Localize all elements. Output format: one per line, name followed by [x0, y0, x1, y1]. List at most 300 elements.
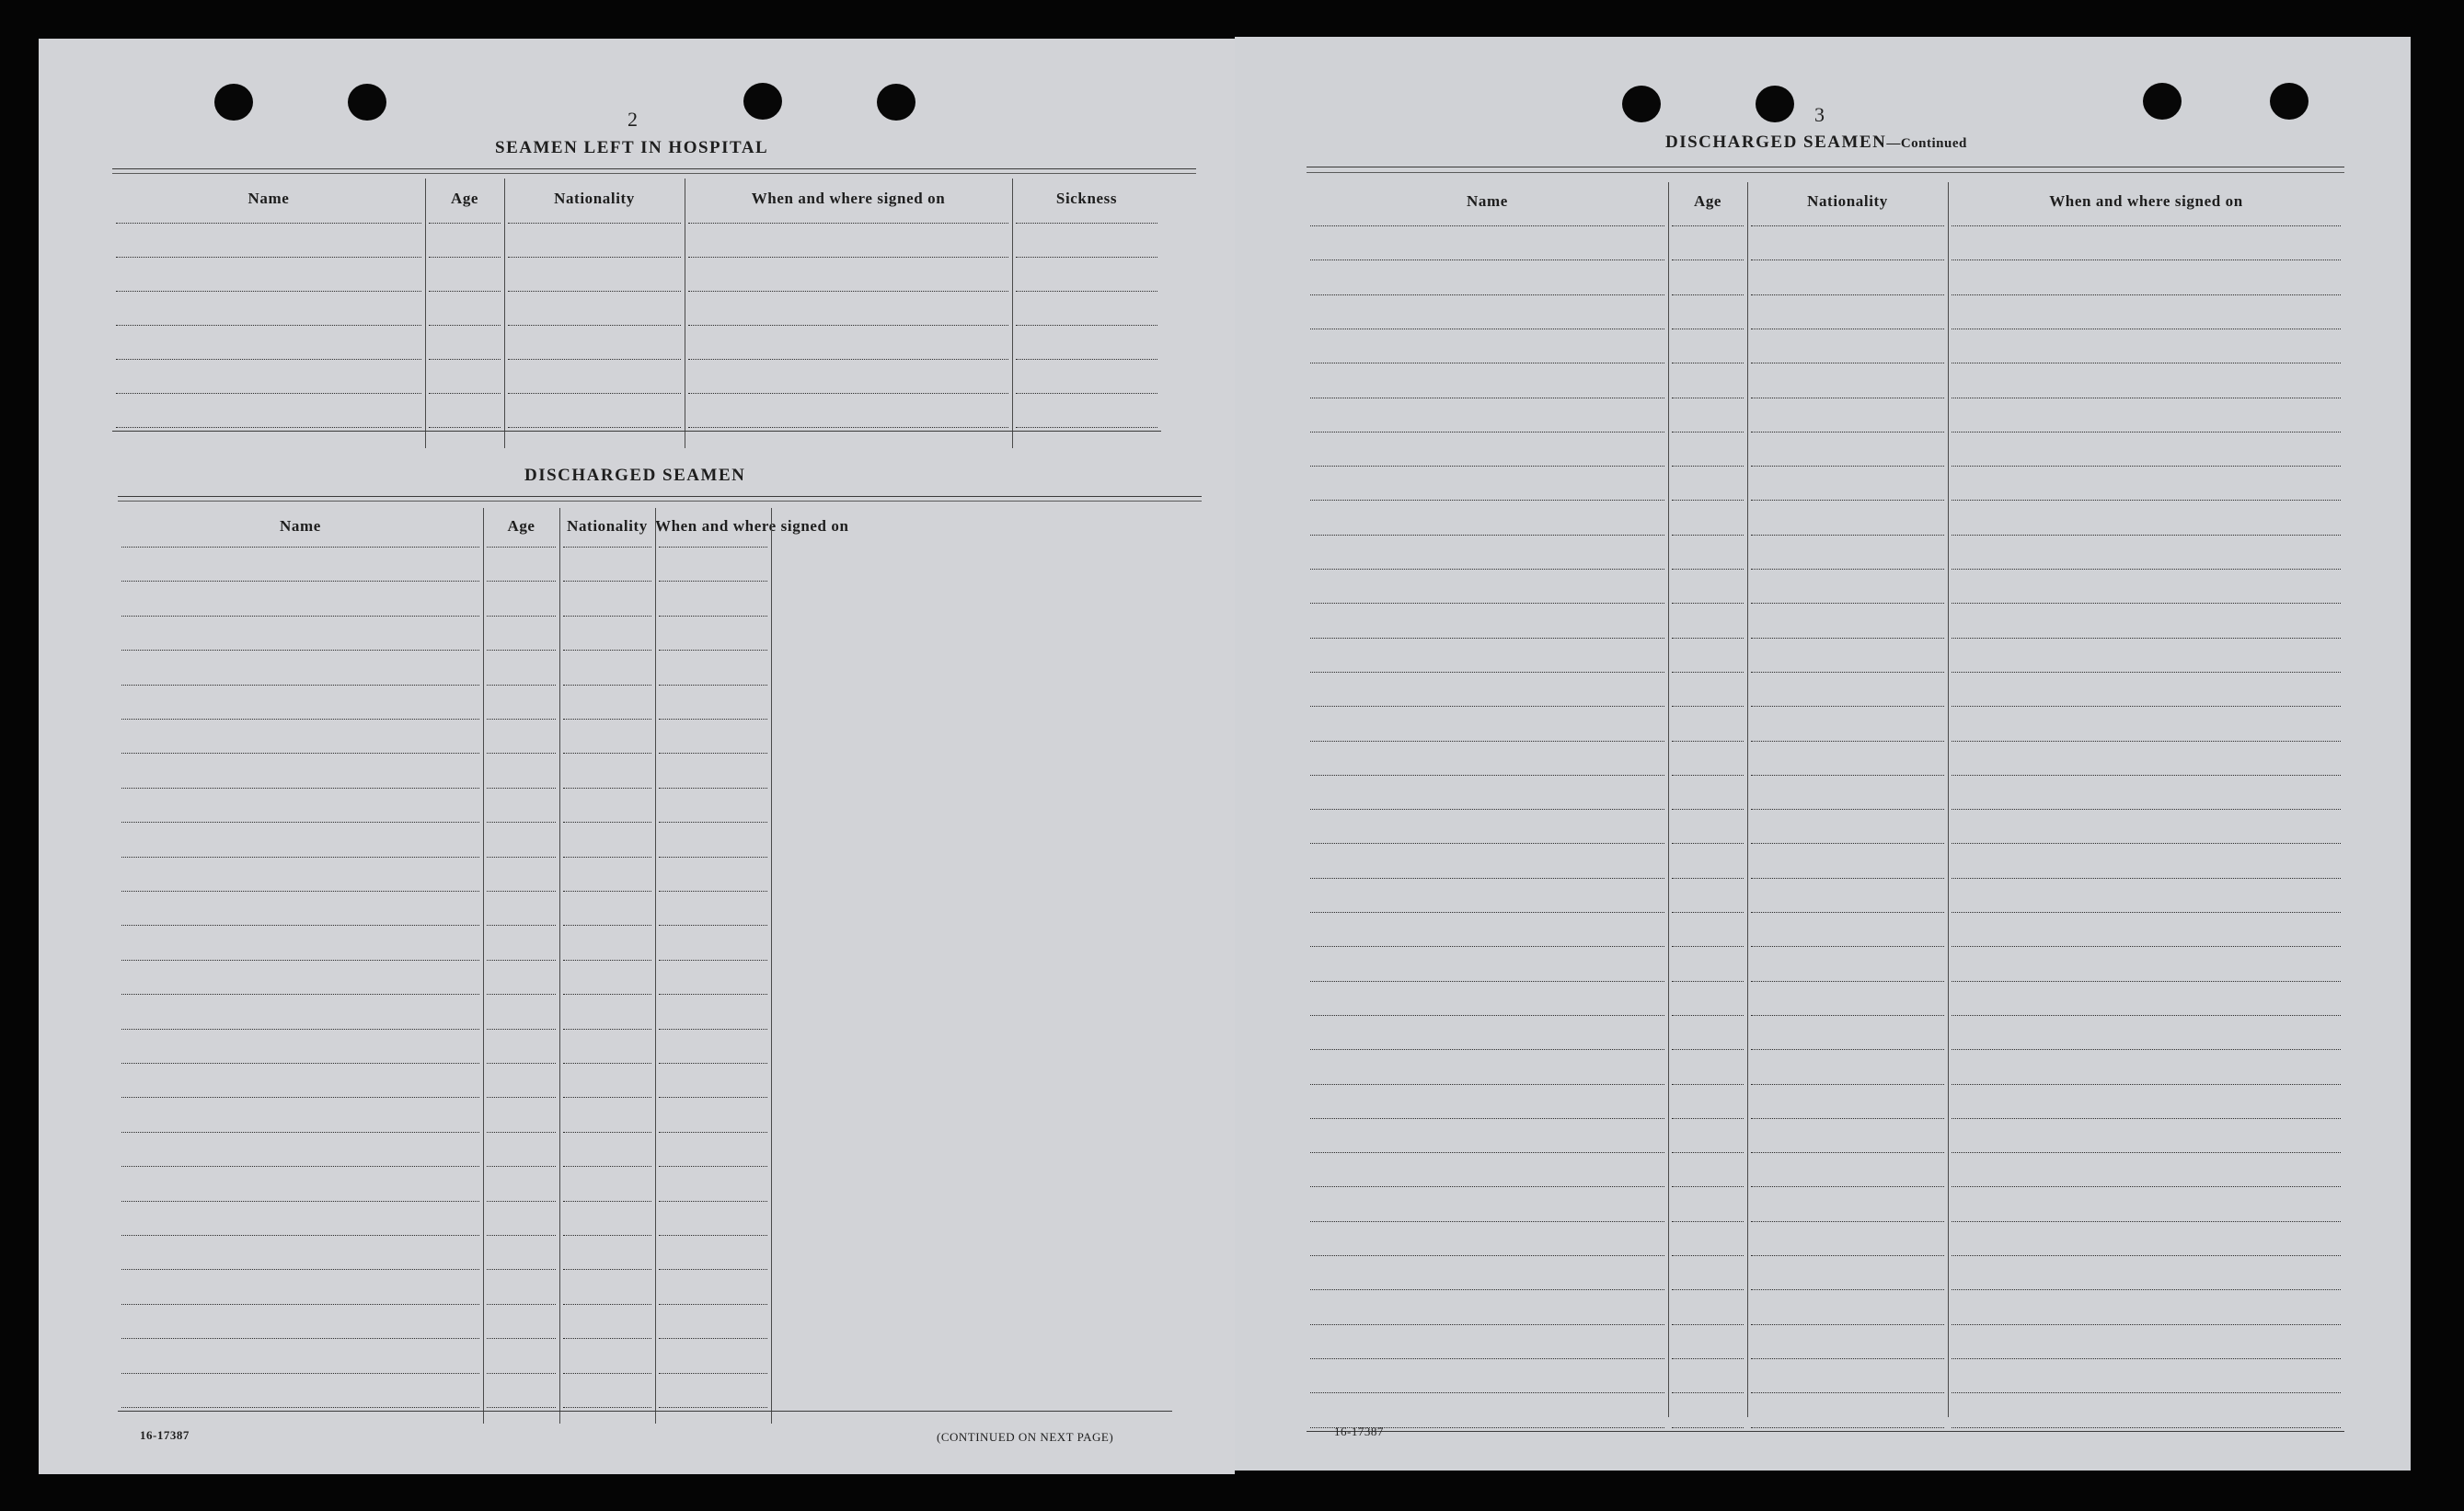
table-cell-entry[interactable] [1672, 674, 1744, 704]
form-row-line [121, 1132, 479, 1133]
table-cell-entry[interactable] [563, 1099, 651, 1129]
table-cell-entry[interactable] [1672, 708, 1744, 738]
table-cell-entry[interactable] [1672, 1257, 1744, 1287]
table-cell-entry[interactable] [487, 652, 556, 682]
table-cell-entry[interactable] [659, 1271, 767, 1301]
table-cell-entry[interactable] [1952, 296, 2341, 327]
table-cell-entry[interactable] [1672, 1086, 1744, 1116]
table-cell-entry[interactable] [1672, 536, 1744, 567]
table-cell-entry[interactable] [1751, 708, 1944, 738]
table-cell-entry[interactable] [1310, 399, 1664, 430]
table-cell-entry[interactable] [563, 893, 651, 923]
table-cell-entry[interactable] [1751, 536, 1944, 567]
table-cell-entry[interactable] [659, 1031, 767, 1061]
table-cell-entry[interactable] [1751, 948, 1944, 978]
table-cell-entry[interactable] [1751, 261, 1944, 292]
table-cell-entry[interactable] [1952, 845, 2341, 875]
table-cell-entry[interactable] [1672, 1360, 1744, 1390]
table-cell-entry[interactable] [1672, 1154, 1744, 1184]
table-cell-entry[interactable] [116, 361, 421, 391]
table-cell-entry[interactable] [1952, 1086, 2341, 1116]
table-cell-entry[interactable] [121, 1099, 479, 1129]
table-cell-entry[interactable] [1751, 777, 1944, 807]
form-row-line [1672, 1186, 1744, 1187]
table-cell-entry[interactable] [563, 617, 651, 648]
form-row-line [1672, 741, 1744, 742]
column-divider [1948, 182, 1949, 1417]
table-cell-entry[interactable] [1952, 983, 2341, 1013]
table-cell-entry[interactable] [121, 721, 479, 751]
table-cell-entry[interactable] [1672, 467, 1744, 498]
table-cell-entry[interactable] [1672, 743, 1744, 773]
table-cell-entry[interactable] [659, 1375, 767, 1405]
table-cell-entry[interactable] [1952, 1017, 2341, 1047]
table-cell-entry[interactable] [1751, 811, 1944, 841]
table-cell-entry[interactable] [487, 1203, 556, 1233]
table-cell-entry[interactable] [1672, 948, 1744, 978]
form-row-line [659, 994, 767, 995]
table-cell-entry[interactable] [659, 1168, 767, 1198]
form-row-line [659, 1166, 767, 1167]
table-cell-entry[interactable] [688, 327, 1008, 357]
table-cell-entry[interactable] [659, 996, 767, 1026]
table-cell-entry[interactable] [1672, 983, 1744, 1013]
table-cell-entry[interactable] [563, 755, 651, 785]
table-cell-entry[interactable] [1751, 467, 1944, 498]
table-cell-entry[interactable] [1310, 811, 1664, 841]
table-cell-entry[interactable] [116, 395, 421, 425]
table-cell-entry[interactable] [487, 1306, 556, 1336]
table-cell-entry[interactable] [1751, 1360, 1944, 1390]
form-row-line [116, 359, 421, 360]
table-cell-entry[interactable] [121, 1375, 479, 1405]
table-cell-entry[interactable] [487, 824, 556, 854]
form-row-line [1751, 1392, 1944, 1393]
table-cell-entry[interactable] [659, 962, 767, 992]
table-cell-entry[interactable] [487, 617, 556, 648]
table-cell-entry[interactable] [1310, 1086, 1664, 1116]
table-cell-entry[interactable] [688, 293, 1008, 323]
table-cell-entry[interactable] [1672, 605, 1744, 635]
table-cell-entry[interactable] [508, 327, 681, 357]
table-cell-entry[interactable] [487, 962, 556, 992]
table-cell-entry[interactable] [121, 927, 479, 957]
table-cell-entry[interactable] [1672, 399, 1744, 430]
table-cell-entry[interactable] [1672, 364, 1744, 395]
table-cell-entry[interactable] [1751, 571, 1944, 601]
table-cell-entry[interactable] [487, 1099, 556, 1129]
table-cell-entry[interactable] [121, 1134, 479, 1164]
table-cell-entry[interactable] [659, 790, 767, 820]
table-cell-entry[interactable] [487, 582, 556, 613]
table-cell-entry[interactable] [563, 1306, 651, 1336]
table-cell-entry[interactable] [1952, 1223, 2341, 1253]
table-cell-entry[interactable] [1952, 1394, 2341, 1424]
table-cell-entry[interactable] [116, 225, 421, 255]
table-cell-entry[interactable] [1751, 1086, 1944, 1116]
table-cell-entry[interactable] [1751, 640, 1944, 670]
table-cell-entry[interactable] [121, 652, 479, 682]
table-cell-entry[interactable] [1751, 227, 1944, 258]
table-cell-entry[interactable] [563, 548, 651, 579]
table-cell-entry[interactable] [1672, 502, 1744, 532]
table-cell-entry[interactable] [563, 721, 651, 751]
table-cell-entry[interactable] [563, 1375, 651, 1405]
table-cell-entry[interactable] [1310, 467, 1664, 498]
table-cell-entry[interactable] [1751, 1051, 1944, 1081]
table-cell-entry[interactable] [1751, 845, 1944, 875]
table-cell-entry[interactable] [1310, 845, 1664, 875]
form-row-line [1672, 225, 1744, 226]
table-cell-entry[interactable] [563, 1134, 651, 1164]
table-cell-entry[interactable] [1310, 1291, 1664, 1321]
table-cell-entry[interactable] [1952, 1326, 2341, 1356]
table-cell-entry[interactable] [1751, 1291, 1944, 1321]
table-cell-entry[interactable] [1952, 674, 2341, 704]
table-cell-entry[interactable] [1952, 467, 2341, 498]
table-cell-entry[interactable] [688, 259, 1008, 289]
table-cell-entry[interactable] [1952, 1291, 2341, 1321]
table-cell-entry[interactable] [659, 859, 767, 889]
table-cell-entry[interactable] [1952, 1051, 2341, 1081]
table-cell-entry[interactable] [121, 548, 479, 579]
table-cell-entry[interactable] [563, 962, 651, 992]
table-cell-entry[interactable] [659, 617, 767, 648]
table-cell-entry[interactable] [1751, 914, 1944, 944]
table-cell-entry[interactable] [487, 1134, 556, 1164]
table-cell-entry[interactable] [121, 1306, 479, 1336]
table-cell-entry[interactable] [563, 1340, 651, 1370]
table-cell-entry[interactable] [1751, 743, 1944, 773]
table-cell-entry[interactable] [1751, 296, 1944, 327]
table-cell-entry[interactable] [1672, 811, 1744, 841]
table-cell-entry[interactable] [487, 790, 556, 820]
table-cell-entry[interactable] [1952, 1120, 2341, 1150]
table-cell-entry[interactable] [688, 225, 1008, 255]
table-cell-entry[interactable] [1016, 327, 1157, 357]
left-page [39, 39, 1235, 1474]
table-cell-entry[interactable] [121, 582, 479, 613]
table-cell-entry[interactable] [487, 1340, 556, 1370]
table-cell-entry[interactable] [1310, 502, 1664, 532]
table-cell-entry[interactable] [116, 293, 421, 323]
table-cell-entry[interactable] [1751, 1154, 1944, 1184]
table-cell-entry[interactable] [121, 996, 479, 1026]
table-cell-entry[interactable] [1672, 330, 1744, 361]
table-cell-entry[interactable] [659, 548, 767, 579]
table-cell-entry[interactable] [659, 582, 767, 613]
table-cell-entry[interactable] [1016, 259, 1157, 289]
table-cell-entry[interactable] [1952, 1188, 2341, 1218]
table-cell-entry[interactable] [121, 790, 479, 820]
table-cell-entry[interactable] [487, 859, 556, 889]
form-row-line [1952, 878, 2341, 879]
table-cell-entry[interactable] [1952, 605, 2341, 635]
punch-hole [2270, 83, 2309, 120]
table-cell-entry[interactable] [487, 1065, 556, 1095]
table-cell-entry[interactable] [1952, 399, 2341, 430]
table-cell-entry[interactable] [1310, 1188, 1664, 1218]
table-cell-entry[interactable] [659, 1306, 767, 1336]
table-cell-entry[interactable] [487, 996, 556, 1026]
table-cell-entry[interactable] [1751, 1326, 1944, 1356]
table-cell-entry[interactable] [508, 225, 681, 255]
table-cell-entry[interactable] [1952, 1257, 2341, 1287]
table-cell-entry[interactable] [429, 327, 501, 357]
table-cell-entry[interactable] [659, 755, 767, 785]
table-cell-entry[interactable] [121, 755, 479, 785]
table-cell-entry[interactable] [1672, 777, 1744, 807]
form-row-line [1672, 1084, 1744, 1085]
table-cell-entry[interactable] [1016, 293, 1157, 323]
table-cell-entry[interactable] [1751, 364, 1944, 395]
table-cell-entry[interactable] [1310, 261, 1664, 292]
table-cell-entry[interactable] [1672, 296, 1744, 327]
table-cell-entry[interactable] [121, 1031, 479, 1061]
form-row-line [121, 1166, 479, 1167]
table-cell-entry[interactable] [1310, 914, 1664, 944]
table-cell-entry[interactable] [508, 259, 681, 289]
table-cell-entry[interactable] [1751, 1188, 1944, 1218]
form-row-line [1016, 359, 1157, 360]
table-cell-entry[interactable] [1310, 880, 1664, 910]
table-cell-entry[interactable] [121, 893, 479, 923]
table-cell-entry[interactable] [1952, 914, 2341, 944]
table-cell-entry[interactable] [563, 927, 651, 957]
table-cell-entry[interactable] [563, 1203, 651, 1233]
table-cell-entry[interactable] [487, 893, 556, 923]
form-row-line [1672, 912, 1744, 913]
table-cell-entry[interactable] [1751, 399, 1944, 430]
table-cell-entry[interactable] [1310, 296, 1664, 327]
table-cell-entry[interactable] [1952, 261, 2341, 292]
table-cell-entry[interactable] [659, 1203, 767, 1233]
table-cell-entry[interactable] [1952, 811, 2341, 841]
table-cell-entry[interactable] [563, 1271, 651, 1301]
table-cell-entry[interactable] [1672, 1326, 1744, 1356]
table-cell-entry[interactable] [121, 824, 479, 854]
table-cell-entry[interactable] [1672, 433, 1744, 464]
column-divider [559, 508, 560, 1424]
punch-hole [1622, 86, 1661, 122]
table-cell-entry[interactable] [659, 686, 767, 717]
table-cell-entry[interactable] [1310, 1326, 1664, 1356]
table-cell-entry[interactable] [1751, 433, 1944, 464]
table-cell-entry[interactable] [121, 1065, 479, 1095]
table-cell-entry[interactable] [1672, 227, 1744, 258]
table-cell-entry[interactable] [487, 686, 556, 717]
form-row-line [563, 1269, 651, 1270]
table-cell-entry[interactable] [1310, 1051, 1664, 1081]
table-cell-entry[interactable] [1310, 1154, 1664, 1184]
table-cell-entry[interactable] [1310, 1017, 1664, 1047]
table-cell-entry[interactable] [487, 927, 556, 957]
table-cell-entry[interactable] [1310, 227, 1664, 258]
table-cell-entry[interactable] [1016, 225, 1157, 255]
table-cell-entry[interactable] [563, 1168, 651, 1198]
form-row-line [487, 822, 556, 823]
form-row-line [659, 1201, 767, 1202]
table-cell-entry[interactable] [121, 686, 479, 717]
table-cell-entry[interactable] [508, 361, 681, 391]
table-cell-entry[interactable] [659, 1134, 767, 1164]
table-cell-entry[interactable] [563, 686, 651, 717]
table-cell-entry[interactable] [563, 652, 651, 682]
table-cell-entry[interactable] [487, 755, 556, 785]
table-cell-entry[interactable] [1016, 361, 1157, 391]
table-cell-entry[interactable] [659, 1065, 767, 1095]
table-cell-entry[interactable] [429, 293, 501, 323]
table-cell-entry[interactable] [429, 395, 501, 425]
table-cell-entry[interactable] [659, 1340, 767, 1370]
table-cell-entry[interactable] [1672, 914, 1744, 944]
table-cell-entry[interactable] [659, 824, 767, 854]
table-cell-entry[interactable] [1672, 880, 1744, 910]
table-cell-entry[interactable] [121, 1271, 479, 1301]
table-cell-entry[interactable] [1310, 536, 1664, 567]
table-cell-entry[interactable] [1310, 571, 1664, 601]
table-cell-entry[interactable] [1672, 640, 1744, 670]
table-cell-entry[interactable] [1952, 571, 2341, 601]
table-cell-entry[interactable] [659, 893, 767, 923]
table-cell-entry[interactable] [1310, 708, 1664, 738]
table-cell-entry[interactable] [659, 927, 767, 957]
table-cell-entry[interactable] [1751, 1120, 1944, 1150]
form-row-line [487, 788, 556, 789]
table-cell-entry[interactable] [1672, 1394, 1744, 1424]
table-cell-entry[interactable] [563, 790, 651, 820]
table-cell-entry[interactable] [1751, 605, 1944, 635]
table-cell-entry[interactable] [563, 859, 651, 889]
form-row-line [1310, 741, 1664, 742]
table-cell-entry[interactable] [1310, 983, 1664, 1013]
table-cell-entry[interactable] [1672, 1120, 1744, 1150]
table-cell-entry[interactable] [659, 721, 767, 751]
table-cell-entry[interactable] [487, 548, 556, 579]
table-cell-entry[interactable] [1751, 1017, 1944, 1047]
table-cell-entry[interactable] [1310, 1257, 1664, 1287]
table-cell-entry[interactable] [1952, 433, 2341, 464]
table-cell-entry[interactable] [1310, 1360, 1664, 1390]
table-cell-entry[interactable] [1751, 1257, 1944, 1287]
form-row-line [659, 1269, 767, 1270]
table-cell-entry[interactable] [563, 1237, 651, 1267]
table-cell-entry[interactable] [1310, 674, 1664, 704]
table-cell-entry[interactable] [1751, 983, 1944, 1013]
table-cell-entry[interactable] [659, 1237, 767, 1267]
table-cell-entry[interactable] [1672, 1291, 1744, 1321]
table-cell-entry[interactable] [1310, 433, 1664, 464]
table-cell-entry[interactable] [1310, 1223, 1664, 1253]
table-cell-entry[interactable] [1672, 1051, 1744, 1081]
table-cell-entry[interactable] [429, 225, 501, 255]
form-row-line [659, 1235, 767, 1236]
table-cell-entry[interactable] [1751, 1394, 1944, 1424]
table-cell-entry[interactable] [1310, 1394, 1664, 1424]
table-cell-entry[interactable] [487, 1271, 556, 1301]
table-cell-entry[interactable] [116, 327, 421, 357]
table-cell-entry[interactable] [1952, 880, 2341, 910]
table-cell-entry[interactable] [659, 652, 767, 682]
table-cell-entry[interactable] [1310, 330, 1664, 361]
table-cell-entry[interactable] [1952, 227, 2341, 258]
table-cell-entry[interactable] [1672, 571, 1744, 601]
table-cell-entry[interactable] [487, 1237, 556, 1267]
table-cell-entry[interactable] [121, 962, 479, 992]
table-cell-entry[interactable] [1310, 743, 1664, 773]
table-cell-entry[interactable] [429, 361, 501, 391]
table-cell-entry[interactable] [121, 1168, 479, 1198]
table-cell-entry[interactable] [1672, 1223, 1744, 1253]
form-row-line [1310, 1324, 1664, 1325]
table-cell-entry[interactable] [1952, 536, 2341, 567]
table-cell-entry[interactable] [1952, 743, 2341, 773]
table-cell-entry[interactable] [1751, 330, 1944, 361]
table-cell-entry[interactable] [1952, 364, 2341, 395]
table-cell-entry[interactable] [563, 824, 651, 854]
table-cell-entry[interactable] [1751, 674, 1944, 704]
table-cell-entry[interactable] [1952, 708, 2341, 738]
table-cell-entry[interactable] [121, 1203, 479, 1233]
table-cell-entry[interactable] [1672, 261, 1744, 292]
table-cell-entry[interactable] [121, 617, 479, 648]
punch-hole [2143, 83, 2182, 120]
table-cell-entry[interactable] [1952, 502, 2341, 532]
table-cell-entry[interactable] [688, 395, 1008, 425]
table-cell-entry[interactable] [563, 996, 651, 1026]
table-cell-entry[interactable] [487, 1375, 556, 1405]
table-cell-entry[interactable] [487, 1031, 556, 1061]
table-cell-entry[interactable] [1751, 1223, 1944, 1253]
table-cell-entry[interactable] [1952, 1360, 2341, 1390]
table-cell-entry[interactable] [1952, 330, 2341, 361]
table-cell-entry[interactable] [1310, 1120, 1664, 1150]
table-cell-entry[interactable] [1310, 948, 1664, 978]
table-cell-entry[interactable] [1016, 395, 1157, 425]
table-cell-entry[interactable] [121, 1237, 479, 1267]
table-cell-entry[interactable] [1751, 880, 1944, 910]
table-cell-entry[interactable] [508, 395, 681, 425]
hospital-top-rule [112, 168, 1196, 169]
table-cell-entry[interactable] [1952, 948, 2341, 978]
table-cell-entry[interactable] [1952, 640, 2341, 670]
form-row-line [1952, 294, 2341, 295]
table-cell-entry[interactable] [1672, 1017, 1744, 1047]
table-cell-entry[interactable] [1672, 1188, 1744, 1218]
table-cell-entry[interactable] [1310, 777, 1664, 807]
table-cell-entry[interactable] [563, 582, 651, 613]
table-cell-entry[interactable] [487, 721, 556, 751]
table-cell-entry[interactable] [1751, 502, 1944, 532]
table-cell-entry[interactable] [1672, 845, 1744, 875]
table-cell-entry[interactable] [1310, 640, 1664, 670]
table-cell-entry[interactable] [1952, 777, 2341, 807]
table-cell-entry[interactable] [563, 1065, 651, 1095]
table-cell-entry[interactable] [688, 361, 1008, 391]
table-cell-entry[interactable] [1952, 1154, 2341, 1184]
table-cell-entry[interactable] [1310, 364, 1664, 395]
table-cell-entry[interactable] [487, 1168, 556, 1198]
table-cell-entry[interactable] [1310, 605, 1664, 635]
table-cell-entry[interactable] [121, 859, 479, 889]
table-cell-entry[interactable] [659, 1099, 767, 1129]
table-cell-entry[interactable] [563, 1031, 651, 1061]
table-cell-entry[interactable] [429, 259, 501, 289]
table-cell-entry[interactable] [508, 293, 681, 323]
table-cell-entry[interactable] [121, 1340, 479, 1370]
table-cell-entry[interactable] [116, 259, 421, 289]
column-header-when-and-where-signed-on: When and where signed on [751, 190, 946, 207]
